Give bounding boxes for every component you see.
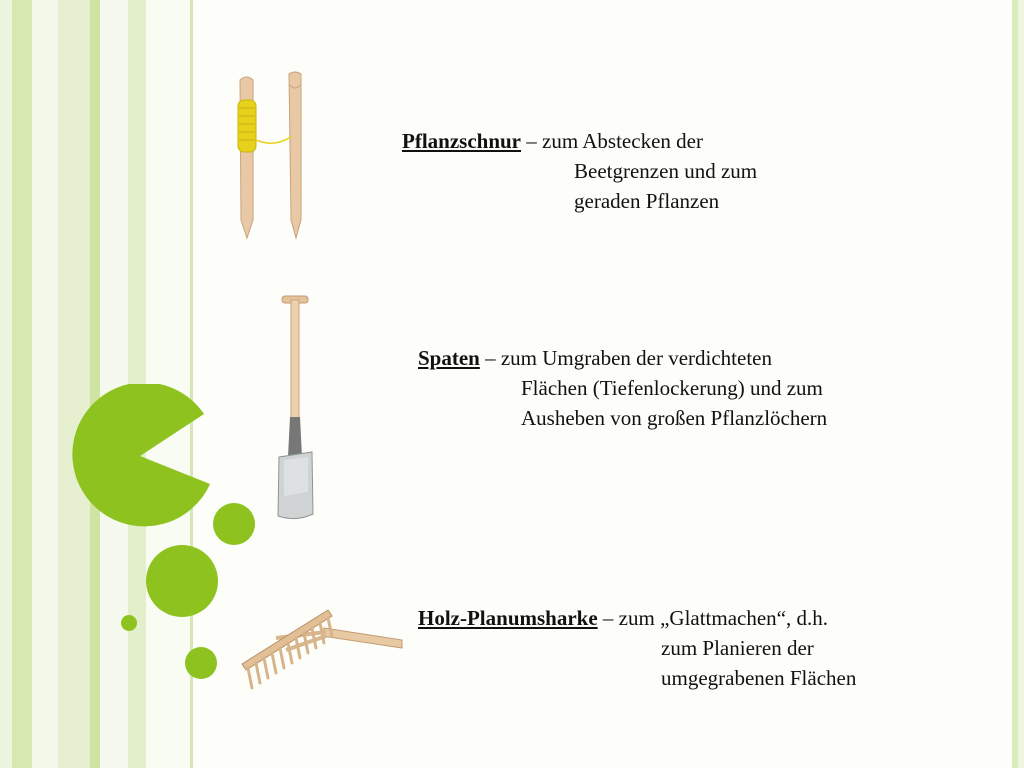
decor-circle: [213, 503, 255, 545]
decor-circle: [146, 545, 218, 617]
tool-name: Pflanzschnur: [402, 129, 522, 153]
spade-icon: [270, 292, 325, 527]
pacman-circle-icon: [68, 384, 212, 528]
tool-description-pflanzschnur: [402, 126, 757, 216]
decor-circle: [185, 647, 217, 679]
decor-stripe: [12, 0, 32, 768]
decor-stripe-right: [1018, 0, 1024, 768]
planting-line-stakes-icon: [225, 70, 315, 245]
tool-desc-line: umgegrabenen Flächen: [661, 666, 857, 690]
tool-desc-line: Beetgrenzen und zum: [574, 159, 758, 183]
decor-stripe: [32, 0, 58, 768]
tool-description-spaten: [418, 343, 827, 433]
tool-desc-line: zum Planieren der: [661, 636, 814, 660]
tool-name: Spaten: [418, 346, 480, 370]
tool-first-line: [418, 603, 856, 633]
tool-desc: – zum Umgraben der verdichteten: [479, 346, 772, 370]
wooden-rake-icon: [236, 598, 406, 693]
decor-circle: [121, 615, 137, 631]
tool-desc: – zum Abstecken der: [521, 129, 703, 153]
tool-first-line: [418, 343, 827, 373]
tool-desc-line: Flächen (Tiefenlockerung) und zum: [521, 376, 823, 400]
tool-description-holz-planumsharke: [418, 603, 856, 693]
tool-first-line: [402, 126, 757, 156]
tool-desc-line: Ausheben von großen Pflanzlöchern: [521, 406, 828, 430]
tool-desc: – zum „Glattmachen“, d.h.: [597, 606, 829, 630]
decor-stripe: [0, 0, 12, 768]
tool-name: Holz-Planumsharke: [418, 606, 598, 630]
tool-desc-line: geraden Pflanzen: [574, 189, 720, 213]
